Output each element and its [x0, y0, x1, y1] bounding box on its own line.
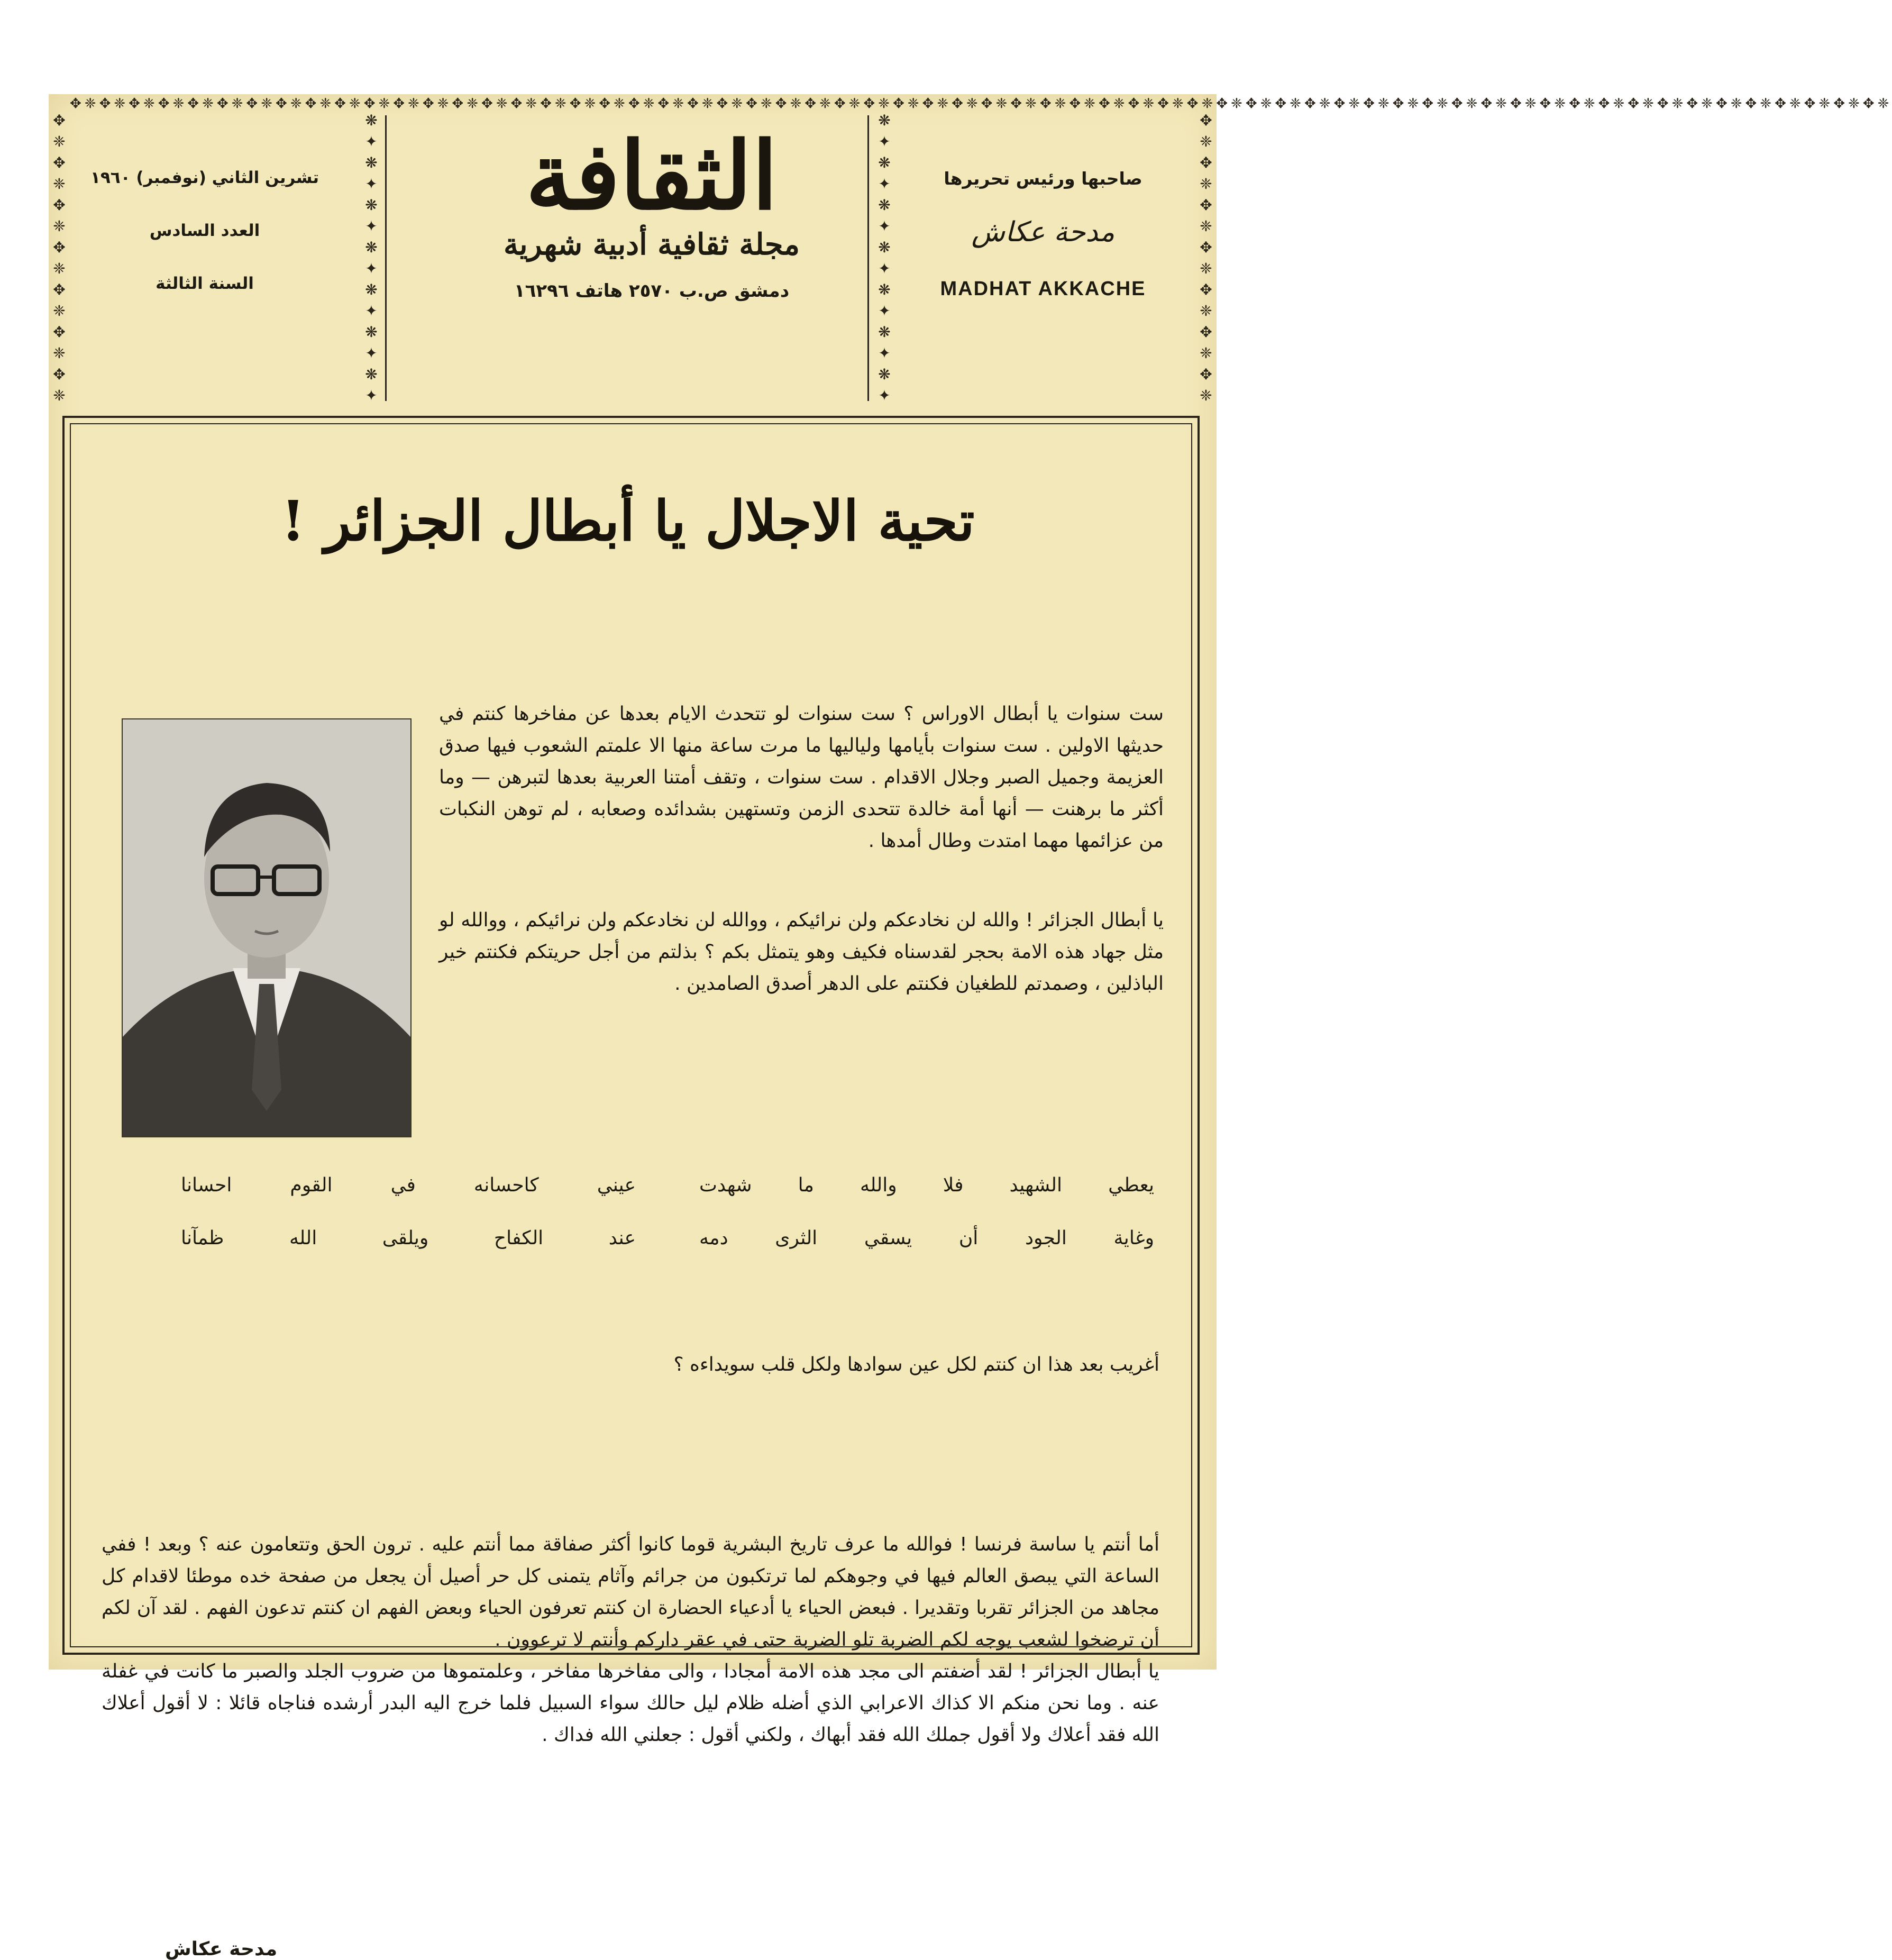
issue-year: السنة الثالثة [156, 274, 254, 293]
author-portrait [122, 718, 412, 1137]
magazine-title: الثقافة [525, 121, 778, 231]
editor-label: صاحبها ورئيس تحريرها [944, 168, 1142, 189]
article-headline: تحية الاجلال يا أبطال الجزائر ! [281, 488, 975, 553]
poem-verses [181, 1174, 1154, 1280]
article-signature: مدحة عكاش [165, 1938, 278, 1960]
issue-number: العدد السادس [149, 221, 260, 240]
issue-info [86, 168, 324, 327]
article-paragraph-2: يا أبطال الجزائر ! والله لن نخادعكم ولن نرائيكم ، ووالله لن نخادعكم ولن نرائيكم ، ووالله لو مثل جهاد هذه الامة بحجر لقدسناه فكيف وهو يتمثل بكم ؟ بذلتم من أجل حريتكم فكنتم خير الباذلين ، وصمدتم للطغيان فكنتم على الدهر أصدق الصامدين . [439, 909, 1164, 995]
ornament-border-right: ✥ ❈ ✥ ❈ ✥ ❈ ✥ ❈ ✥ ❈ ✥ ❈ ✥ ❈ [1200, 112, 1212, 404]
poem-verse [181, 1227, 1154, 1280]
magazine-logo [419, 121, 884, 307]
poem-verse [181, 1174, 1154, 1227]
magazine-address: دمشق ص.ب ٢٥٧٠ هاتف ١٦٢٩٦ [514, 280, 790, 302]
issue-date: تشرين الثاني (نوفمبر) ١٩٦٠ [90, 168, 319, 187]
magazine-subtitle: مجلة ثقافية أدبية شهرية [503, 227, 800, 262]
ornament-border-top: ✥❈✥❈✥❈✥❈✥❈✥❈✥❈✥❈✥❈✥❈✥❈✥❈✥❈✥❈✥❈✥❈✥❈✥❈✥❈✥❈✥❈✥❈✥❈✥❈✥❈✥❈✥❈✥❈✥❈✥❈✥❈✥❈✥❈✥❈✥❈✥❈✥❈✥❈✥❈✥❈✥❈✥❈✥❈✥❈✥❈✥❈✥❈✥❈✥❈✥❈✥❈✥❈✥❈✥❈✥❈✥❈✥❈✥❈✥❈✥❈✥❈✥❈ [70, 96, 1892, 112]
poem-hemistich: وغاية الجود أن يسقي الثرى دمه [699, 1227, 1154, 1249]
article-paragraph-1: ست سنوات يا أبطال الاوراس ؟ ست سنوات لو تتحدث الايام بعدها عن مفاخرها كنتم في حديثها الاولين . ست سنوات بأيامها ولياليها ما مرت ساعة منها الا علمتم الشعوب فيها صدق العزيمة وجميل الصبر وجلال الاقدام . ست سنوات ، وتقف أمتنا العربية بعدها لتبرهن — وما أكثر ما برهنت — أنها أمة خالدة تتحدى الزمن وتستهين بشدائده وصعابه ، لم توهن النكبات من عزائمها مهما امتدت وطال أمدها . [439, 703, 1164, 852]
editor-signature: مدحة عكاش [971, 216, 1115, 248]
editor-name-latin: MADHAT AKKACHE [940, 278, 1146, 300]
poem-hemistich: عند الكفاح ويلقى الله ظمآنا [181, 1227, 636, 1249]
article-paragraph-4: أما أنتم يا ساسة فرنسا ! فوالله ما عرف تاريخ البشرية قوما كانوا أكثر صفاقة مما أنتم عليه . ترون الحق وتتعامون عنه ؟ وبعد ! ففي الساعة التي يبصق العالم فيها في وجوهكم لما ترتكبون من جرائم وآثام يتمنى كل حر أصيل أن يجعل من صفحة خده موطئا لاقدام كل مجاهد من الجزائر تقربا وتقديرا . فبعض الحياء يا أدعياء الحضارة ان كنتم تعرفون الحياء وبعض الفهم ان كنتم تدعون الفهم . لقد آن لكم أن ترضخوا لشعب يوجه لكم الضربة تلو الضربة حتى في عقر داركم وأنتم لا ترعوون . [102, 1534, 1159, 1651]
poem-hemistich: يعطي الشهيد فلا والله ما شهدت [699, 1174, 1154, 1196]
ornament-border-left: ✥ ❈ ✥ ❈ ✥ ❈ ✥ ❈ ✥ ❈ ✥ ❈ ✥ ❈ [53, 112, 66, 404]
magazine-page [49, 94, 1892, 1960]
article-frame [62, 416, 1200, 1960]
ornament-divider-left: ❋ ✦ ❋ ✦ ❋ ✦ ❋ ✦ ❋ ✦ ❋ ✦ ❋ ✦ [365, 112, 378, 404]
portrait-drawing [123, 719, 410, 1136]
article-paragraph-3: أغريب بعد هذا ان كنتم لكل عين سوادها ولكل قلب سويداءه ؟ [673, 1354, 1159, 1375]
ornament-divider-right: ❋ ✦ ❋ ✦ ❋ ✦ ❋ ✦ ❋ ✦ ❋ ✦ ❋ ✦ [878, 112, 891, 404]
article-paragraph-5: يا أبطال الجزائر ! لقد أضفتم الى مجد هذه الامة أمجادا ، والى مفاخرها مفاخر ، وعلمتموها من ضروب الجلد والصبر ما كانت في غفلة عنه . وما نحن منكم الا كذاك الاعرابي الذي أضله ظلام ليل حالك سواء السبيل فلما خرج اليه البدر أرشده فناجاه قائلا : لا أقول أعلاك الله فقد أعلاك ولا أقول جملك الله فقد أبهاك ، ولكني أقول : جعلني الله فداك . [102, 1661, 1159, 1746]
masthead-rule-left [385, 115, 387, 401]
poem-hemistich: عيني كاحسانه في القوم احسانا [181, 1174, 636, 1196]
masthead [49, 94, 1892, 406]
editor-info [906, 168, 1181, 300]
